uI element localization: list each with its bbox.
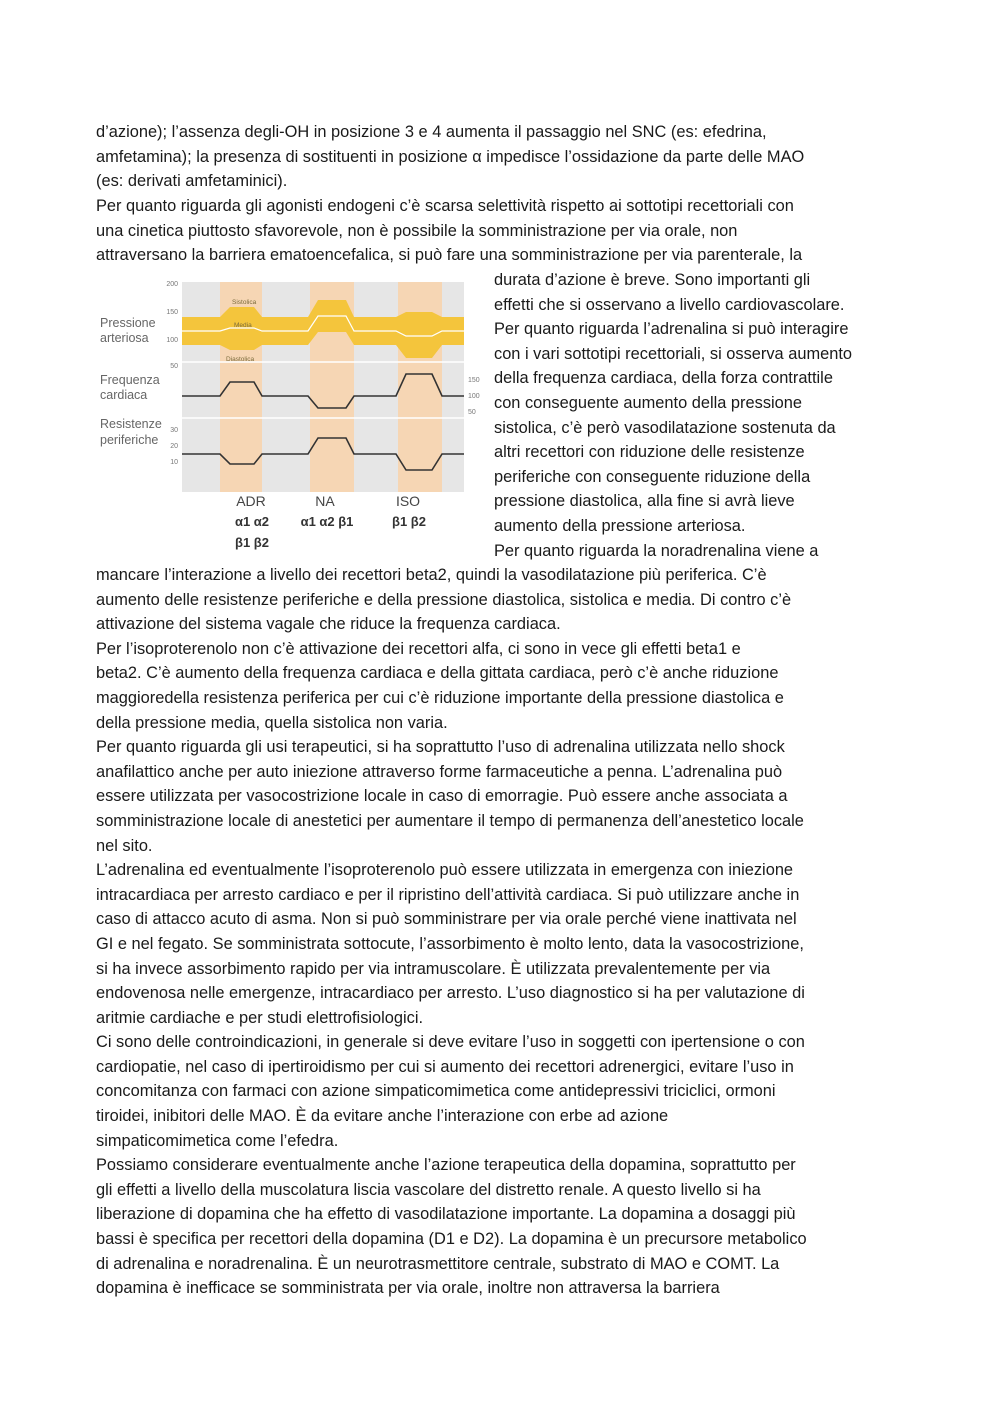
text-line: bassi è specifica per recettori della dopamina (D1 e D2). La dopamina è un precursore metabolico	[96, 1230, 807, 1249]
receptors-adr: α1 α2	[234, 514, 270, 529]
text-line: gli effetti a livello della muscolatura liscia vascolare del distretto renale. A questo livello si ha	[96, 1180, 761, 1199]
text-line: della frequenza cardiaca, della forza contrattile	[494, 369, 833, 388]
text-line: aumento della pressione arteriosa.	[494, 516, 746, 535]
text-line: con conseguente aumento della pressione	[494, 393, 802, 412]
text-line: durata d’azione è breve. Sono importanti gli	[494, 271, 811, 289]
tick-label: 20	[170, 443, 178, 450]
row-label-frequenza: cardiaca	[100, 388, 148, 402]
text-line: caso di attacco acuto di asma. Non si può somministrare per via orale perché viene inattivata nel	[96, 910, 797, 929]
drug-name-na: NA	[315, 493, 335, 509]
text-line: mancare l’interazione a livello dei recettori beta2, quindi la vasodilatazione più periferica. C’è	[96, 566, 767, 584]
tick-label: 200	[166, 281, 178, 288]
text-line: Per quanto riguarda gli agonisti endogeni c’è scarsa selettività rispetto ai sottotipi recettoriali con	[96, 197, 794, 215]
text-line: sistolica, c’è però vasodilatazione sostenuta da	[494, 418, 836, 437]
text-line: Per quanto riguarda la noradrenalina viene a	[494, 541, 819, 560]
text-line: beta2. C’è aumento della frequenza cardiaca e della gittata cardiaca, però c’è anche riduzione	[96, 664, 779, 683]
text-line: somministrazione locale di anestetici per aumentare il tempo di permanenza dell’anestetico locale	[96, 811, 804, 830]
text-line: Per quanto riguarda gli usi terapeutici, si ha soprattutto l’uso di adrenalina utilizzata nello shock	[96, 738, 785, 757]
text-line: endovenosa nelle emergenze, intracardiaco per arresto. L’uso diagnostico si ha per valutazione di	[96, 984, 805, 1003]
band-label-sistolica: Sistolica	[232, 299, 257, 306]
text-line: una cinetica piuttosto sfavorevole, non è possibile la somministrazione per via orale, non	[96, 221, 738, 240]
text-line: della pressione media, quella sistolica non varia.	[96, 713, 448, 732]
text-line: Possiamo considerare eventualmente anche l’azione terapeutica della dopamina, soprattutto per	[96, 1156, 796, 1175]
text-line: aumento delle resistenze periferiche e della pressione diastolica, sistolica e media. Di contro c’è	[96, 590, 792, 609]
text-line: attivazione del sistema vagale che riduce la frequenza cardiaca.	[96, 615, 561, 634]
band-label-media: Media	[234, 322, 252, 329]
tick-label: 50	[468, 409, 476, 416]
receptors-adr: β1 β2	[235, 535, 269, 550]
text-line: si ha invece assorbimento rapido per via intramuscolare. È utilizzata prevalentemente per via	[96, 959, 771, 978]
tick-label: 150	[166, 309, 178, 316]
text-line: Per l’isoproterenolo non c’è attivazione dei recettori alfa, ci sono in vece gli effetti beta1 e	[96, 639, 741, 658]
band-label-diastolica: Diastolica	[226, 356, 255, 363]
text-line: simpaticomimetica come l’efedra.	[96, 1131, 339, 1150]
row-label-pressione: arteriosa	[100, 331, 149, 345]
row-label-frequenza: Frequenza	[100, 373, 160, 387]
text-line: Per quanto riguarda l’adrenalina si può interagire	[494, 320, 849, 339]
paragraph-main-body	[96, 563, 908, 1301]
text-line: intracardiaca per arresto cardiaco e per il ripristino dell’attività cardiaca. Si può utilizzare anche in	[96, 885, 800, 904]
text-line: di adrenalina e noradrenalina. È un neurotrasmettitore centrale, substrato di MAO e COMT. La	[96, 1254, 780, 1273]
text-line: concomitanza con farmaci con azione simpaticomimetica come antidepressivi triciclici, ormoni	[96, 1082, 776, 1101]
paragraph-wrapped-beside-figure	[494, 268, 908, 563]
figure-svg	[96, 270, 488, 560]
drug-name-iso: ISO	[395, 493, 421, 509]
cardiovascular-effects-figure	[96, 270, 488, 560]
text-line: dopamina è inefficace se somministrata per via orale, inoltre non attraversa la barriera	[96, 1279, 720, 1298]
text-line: maggioredella resistenza periferica per cui c’è riduzione importante della pressione diastolica e	[96, 688, 784, 707]
text-line: Ci sono delle controindicazioni, in generale si deve evitare l’uso in soggetti con ipertensione o con	[96, 1033, 805, 1052]
text-line: effetti che si osservano a livello cardiovascolare.	[494, 295, 845, 314]
text-line: altri recettori con riduzione delle resistenze	[494, 443, 805, 462]
text-line: GI e nel fegato. Se somministrata sottocute, l’assorbimento è molto lento, data la vasocostrizione,	[96, 934, 804, 953]
text-line: L’adrenalina ed eventualmente l’isoproterenolo può essere utilizzata in emergenza con iniezione	[96, 861, 794, 880]
text-line: d’azione); l’assenza degli-OH in posizione 3 e 4 aumenta il passaggio nel SNC (es: efedrina,	[96, 123, 767, 141]
text-line: nel sito.	[96, 836, 153, 855]
text-line: liberazione di dopamina che ha effetto di vasodilatazione importante. La dopamina a dosaggi più	[96, 1205, 796, 1224]
text-line: tiroidei, inibitori delle MAO. È da evitare anche l’interazione con erbe ad azione	[96, 1107, 669, 1126]
tick-label: 100	[166, 337, 178, 344]
text-line: aritmie cardiache e per studi elettrofisiologici.	[96, 1008, 424, 1027]
text-line: con i vari sottotipi recettoriali, si osserva aumento	[494, 344, 853, 363]
text-line: attraversano la barriera ematoencefalica, si può fare una somministrazione per via parenterale, la	[96, 246, 803, 265]
tick-label: 10	[170, 459, 178, 466]
paragraph-structure-activity	[96, 120, 908, 194]
text-line: anafilattico anche per auto iniezione attraverso forme farmaceutiche a penna. L’adrenalina può	[96, 762, 783, 781]
tick-label: 50	[170, 363, 178, 370]
row-label-pressione: Pressione	[100, 316, 156, 330]
tick-label: 150	[468, 377, 480, 384]
text-line: periferiche con conseguente riduzione della	[494, 467, 811, 486]
text-line: (es: derivati amfetaminici).	[96, 172, 288, 191]
receptors-iso: β1 β2	[392, 514, 426, 529]
row-label-resistenze: periferiche	[100, 433, 159, 447]
text-line: essere utilizzata per vasocostrizione locale in caso di emorragie. Può essere anche associata a	[96, 787, 788, 806]
paragraph-endogenous-agonists	[96, 194, 908, 268]
text-line: amfetamina); la presenza di sostituenti in posizione α impedisce l’ossidazione da parte delle MAO	[96, 147, 805, 166]
tick-label: 100	[468, 393, 480, 400]
drug-name-adr: ADR	[236, 493, 266, 509]
receptors-na: α1 α2 β1	[300, 514, 354, 529]
text-line: cardiopatie, nel caso di ipertiroidismo per cui si aumento dei recettori adrenergici, evitare l’uso in	[96, 1057, 794, 1076]
text-line: pressione diastolica, alla fine si avrà lieve	[494, 492, 795, 511]
row-label-resistenze: Resistenze	[100, 417, 162, 431]
tick-label: 30	[170, 427, 178, 434]
